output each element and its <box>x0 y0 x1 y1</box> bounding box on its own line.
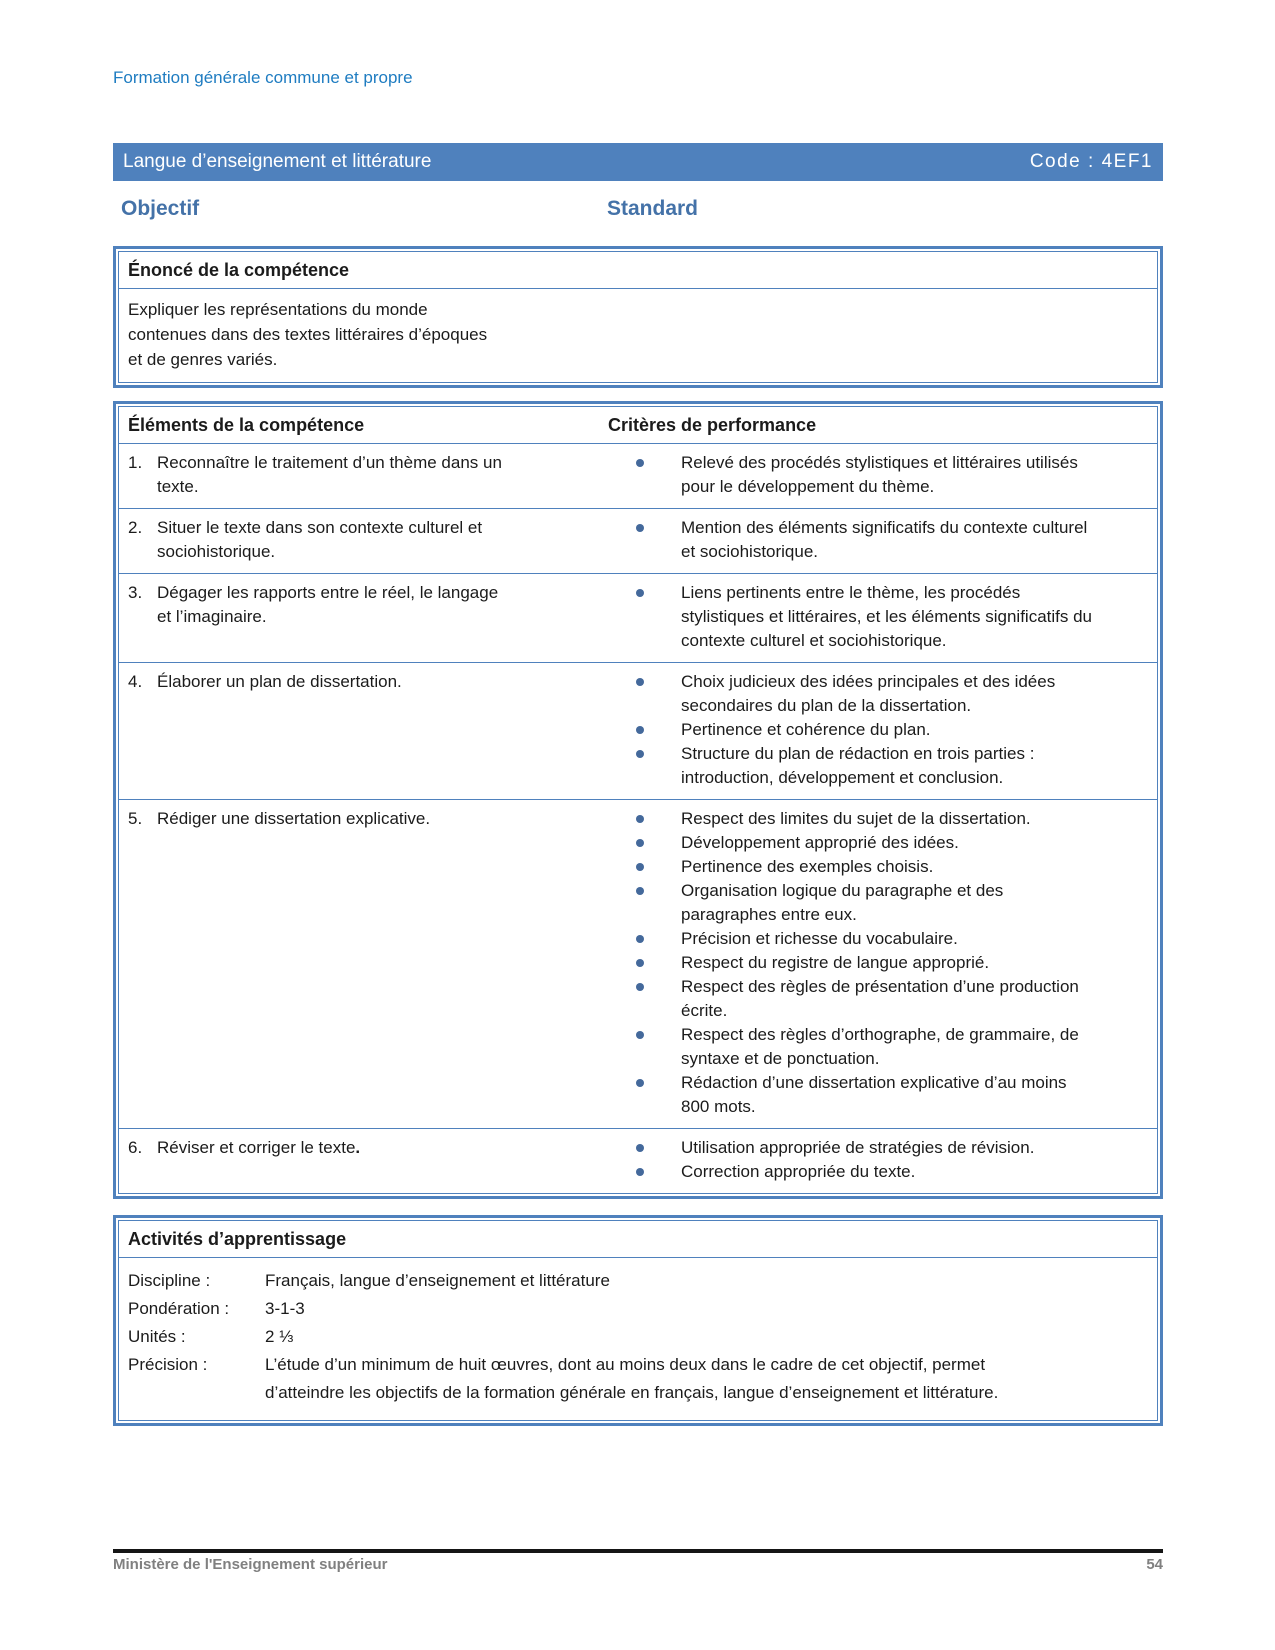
criteria-list <box>608 670 1157 790</box>
bullet-icon <box>636 678 644 686</box>
element-number: 3. <box>128 583 143 602</box>
criteria-item <box>608 1071 1093 1119</box>
bullet-icon <box>636 887 644 895</box>
field-label: Précision : <box>128 1355 208 1374</box>
running-header: Formation générale commune et propre <box>113 68 413 87</box>
enonce-header: Énoncé de la compétence <box>119 252 1157 289</box>
field-value: Français, langue d’enseignement et littérature <box>265 1271 610 1290</box>
bullet-icon <box>636 1031 644 1039</box>
criteria-text: Organisation logique du paragraphe et des paragraphes entre eux. <box>681 881 1004 924</box>
criteria-item <box>608 1160 1093 1184</box>
bullet-icon <box>636 459 644 467</box>
enonce-text: Expliquer les représentations du monde contenues dans des textes littéraires d’époques et de genres variés. <box>128 300 488 369</box>
bullet-icon <box>636 726 644 734</box>
field-label: Pondération : <box>128 1299 230 1318</box>
criteria-item <box>608 670 1093 718</box>
competence-table <box>113 401 1163 1199</box>
criteria-item <box>608 718 1093 742</box>
title-banner <box>113 143 1163 181</box>
criteria-list <box>608 807 1157 1119</box>
criteria-item <box>608 516 1093 564</box>
activites-header: Activités d’apprentissage <box>119 1221 1157 1258</box>
element-text: Rédiger une dissertation explicative. <box>157 809 431 828</box>
field-label: Discipline : <box>128 1271 211 1290</box>
bullet-icon <box>636 589 644 597</box>
table-row-6 <box>119 1128 1157 1193</box>
element-text: Élaborer un plan de dissertation. <box>157 672 402 691</box>
criteria-text: Utilisation appropriée de stratégies de révision. <box>681 1138 1035 1157</box>
field-value: 3-1-3 <box>265 1299 305 1318</box>
criteria-text: Mention des éléments significatifs du contexte culturel et sociohistorique. <box>681 518 1088 561</box>
criteria-text: Pertinence des exemples choisis. <box>681 857 934 876</box>
competence-table-inner <box>118 406 1158 1194</box>
banner-code: Code : 4EF1 <box>1029 151 1153 172</box>
criteria-list <box>608 1136 1157 1184</box>
criteria-text: Choix judicieux des idées principales et des idées secondaires du plan de la dissertation. <box>681 672 1056 715</box>
activites-box-inner <box>118 1220 1158 1421</box>
element-text: Situer le texte dans son contexte culturel et sociohistorique. <box>157 518 483 561</box>
bullet-icon <box>636 1144 644 1152</box>
bullet-icon <box>636 750 644 758</box>
bullet-icon <box>636 524 644 532</box>
element-number: 5. <box>128 809 143 828</box>
criteria-item <box>608 951 1093 975</box>
activites-box <box>113 1215 1163 1426</box>
element-number: 2. <box>128 518 143 537</box>
table-row-4 <box>119 662 1157 799</box>
element-number: 1. <box>128 453 143 472</box>
criteria-text: Relevé des procédés stylistiques et littéraires utilisés pour le développement du thème. <box>681 453 1078 496</box>
element-cell <box>119 451 608 499</box>
bullet-icon <box>636 839 644 847</box>
objectif-heading: Objectif <box>121 197 200 220</box>
criteria-list <box>608 451 1157 499</box>
criteria-text: Structure du plan de rédaction en trois parties : introduction, développement et conclusion. <box>681 744 1035 787</box>
criteria-item <box>608 975 1093 1023</box>
table-row-5 <box>119 799 1157 1128</box>
banner-title: Langue d’enseignement et littérature <box>123 151 432 172</box>
activites-row-precision <box>128 1351 1148 1407</box>
bullet-icon <box>636 815 644 823</box>
element-text: Réviser et corriger le texte. <box>157 1138 361 1157</box>
criteria-item <box>608 1136 1093 1160</box>
activites-row-ponderation <box>128 1295 1148 1323</box>
elements-header: Éléments de la compétence <box>128 415 365 435</box>
criteria-item <box>608 581 1093 653</box>
table-row-2 <box>119 508 1157 573</box>
field-value: 2 ⅓ <box>265 1327 294 1346</box>
criteria-list <box>608 516 1157 564</box>
bullet-icon <box>636 1168 644 1176</box>
criteria-item <box>608 742 1093 790</box>
element-text: Reconnaître le traitement d’un thème dans un texte. <box>157 453 502 496</box>
enonce-body <box>119 289 1157 382</box>
criteria-text: Respect des limites du sujet de la dissertation. <box>681 809 1031 828</box>
criteria-text: Développement approprié des idées. <box>681 833 959 852</box>
criteria-item <box>608 927 1093 951</box>
criteria-text: Respect des règles de présentation d’une production écrite. <box>681 977 1079 1020</box>
page-number: 54 <box>1146 1556 1163 1573</box>
element-text: Dégager les rapports entre le réel, le langage et l’imaginaire. <box>157 583 499 626</box>
element-cell <box>119 670 608 790</box>
element-cell <box>119 1136 608 1184</box>
element-number: 6. <box>128 1138 143 1157</box>
bullet-icon <box>636 935 644 943</box>
page-content <box>113 0 1163 1426</box>
element-cell <box>119 516 608 564</box>
table-row-1 <box>119 444 1157 508</box>
bullet-icon <box>636 863 644 871</box>
bullet-icon <box>636 983 644 991</box>
criteria-text: Rédaction d’une dissertation explicative d’au moins 800 mots. <box>681 1073 1067 1116</box>
criteria-item <box>608 855 1093 879</box>
standard-heading: Standard <box>607 197 699 220</box>
section-headings <box>113 197 1163 223</box>
criteria-item <box>608 879 1093 927</box>
element-cell <box>119 581 608 653</box>
bullet-icon <box>636 1079 644 1087</box>
page-footer <box>113 1549 1163 1573</box>
field-label: Unités : <box>128 1327 186 1346</box>
criteria-item <box>608 807 1093 831</box>
criteria-text: Liens pertinents entre le thème, les procédés stylistiques et littéraires, et les éléments significatifs du contexte culturel et sociohistorique. <box>681 583 1093 650</box>
activites-row-discipline <box>128 1267 1148 1295</box>
criteria-text: Respect des règles d’orthographe, de grammaire, de syntaxe et de ponctuation. <box>681 1025 1079 1068</box>
bullet-icon <box>636 959 644 967</box>
criteria-item <box>608 451 1093 499</box>
element-cell <box>119 807 608 1119</box>
element-number: 4. <box>128 672 143 691</box>
criteres-header: Critères de performance <box>608 415 817 435</box>
criteria-text: Pertinence et cohérence du plan. <box>681 720 931 739</box>
bold-period: . <box>355 1138 361 1157</box>
table-row-3 <box>119 573 1157 662</box>
field-value: L’étude d’un minimum de huit œuvres, dont au moins deux dans le cadre de cet objectif, permet d’atteindre les objectifs de la formation générale en français, langue d’enseignement et littérature. <box>265 1355 999 1402</box>
criteria-text: Correction appropriée du texte. <box>681 1162 916 1181</box>
enonce-box-inner <box>118 251 1158 383</box>
criteria-item <box>608 831 1093 855</box>
activites-row-unites <box>128 1323 1148 1351</box>
footer-ministry: Ministère de l'Enseignement supérieur <box>113 1556 388 1573</box>
table-header-row <box>119 407 1157 444</box>
criteria-list <box>608 581 1157 653</box>
enonce-box <box>113 246 1163 388</box>
criteria-text: Respect du registre de langue approprié. <box>681 953 990 972</box>
activites-body <box>119 1258 1157 1420</box>
criteria-text: Précision et richesse du vocabulaire. <box>681 929 958 948</box>
criteria-item <box>608 1023 1093 1071</box>
